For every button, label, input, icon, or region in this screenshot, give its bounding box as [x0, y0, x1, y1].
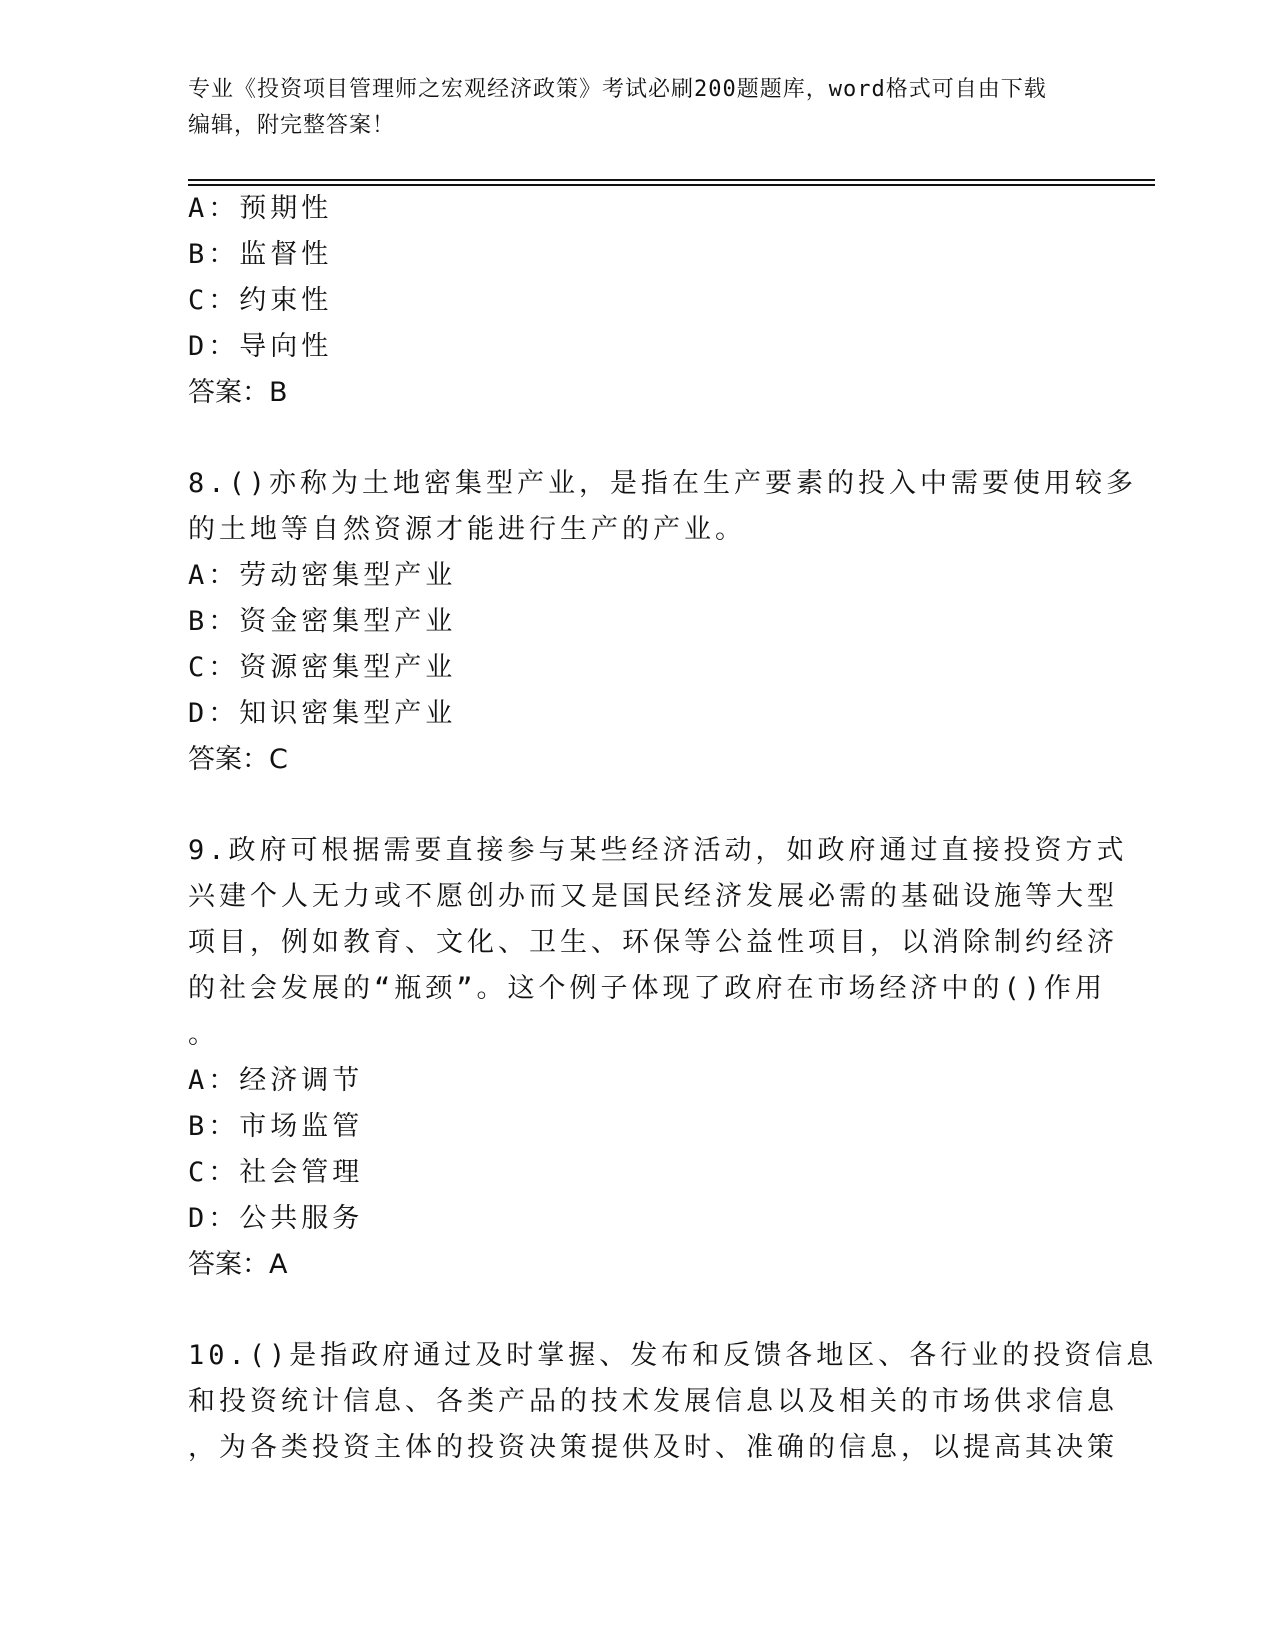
option-a: A：经济调节	[188, 1065, 364, 1096]
question-text-line: 8.()亦称为土地密集型产业，是指在生产要素的投入中需要使用较多	[188, 468, 1138, 499]
spacer	[188, 1288, 1078, 1333]
option-b: B：市场监管	[188, 1111, 364, 1142]
answer: 答案：C	[188, 744, 288, 775]
option-d: D：知识密集型产业	[188, 698, 457, 729]
option-c: C：社会管理	[188, 1157, 364, 1188]
answer: 答案：B	[188, 377, 288, 408]
question-8	[188, 461, 1138, 783]
option-c: C：资源密集型产业	[188, 652, 457, 683]
option-a: A：预期性	[188, 193, 333, 224]
header-divider	[188, 179, 1155, 186]
question-text-line: 10.()是指政府通过及时掌握、发布和反馈各地区、各行业的投资信息	[188, 1340, 1158, 1371]
document-body	[188, 186, 1158, 1471]
question-text-line: 和投资统计信息、各类产品的技术发展信息以及相关的市场供求信息	[188, 1386, 1118, 1417]
option-d: D：公共服务	[188, 1203, 364, 1234]
question-text-line: 。	[188, 1019, 219, 1050]
option-a: A：劳动密集型产业	[188, 560, 457, 591]
answer: 答案：A	[188, 1249, 288, 1280]
question-10	[188, 1333, 1158, 1471]
question-7	[188, 186, 1078, 416]
option-b: B：资金密集型产业	[188, 606, 457, 637]
question-text-line: 9.政府可根据需要直接参与某些经济活动，如政府通过直接投资方式	[188, 835, 1128, 866]
option-c: C：约束性	[188, 285, 333, 316]
spacer	[188, 783, 1078, 828]
option-b: B：监督性	[188, 239, 333, 270]
question-9	[188, 828, 1128, 1288]
question-text-line: 的土地等自然资源才能进行生产的产业。	[188, 514, 746, 545]
document-header: 专业《投资项目管理师之宏观经济政策》考试必刷200题题库，word格式可自由下载编辑，附完整答案！	[188, 77, 1047, 138]
question-text-line: 兴建个人无力或不愿创办而又是国民经济发展必需的基础设施等大型	[188, 881, 1118, 912]
question-text-line: 的社会发展的“瓶颈”。这个例子体现了政府在市场经济中的()作用	[188, 973, 1107, 1004]
question-text-line: ，为各类投资主体的投资决策提供及时、准确的信息，以提高其决策	[188, 1432, 1118, 1463]
question-text-line: 项目，例如教育、文化、卫生、环保等公益性项目，以消除制约经济	[188, 927, 1118, 958]
spacer	[188, 416, 1078, 461]
option-d: D：导向性	[188, 331, 333, 362]
